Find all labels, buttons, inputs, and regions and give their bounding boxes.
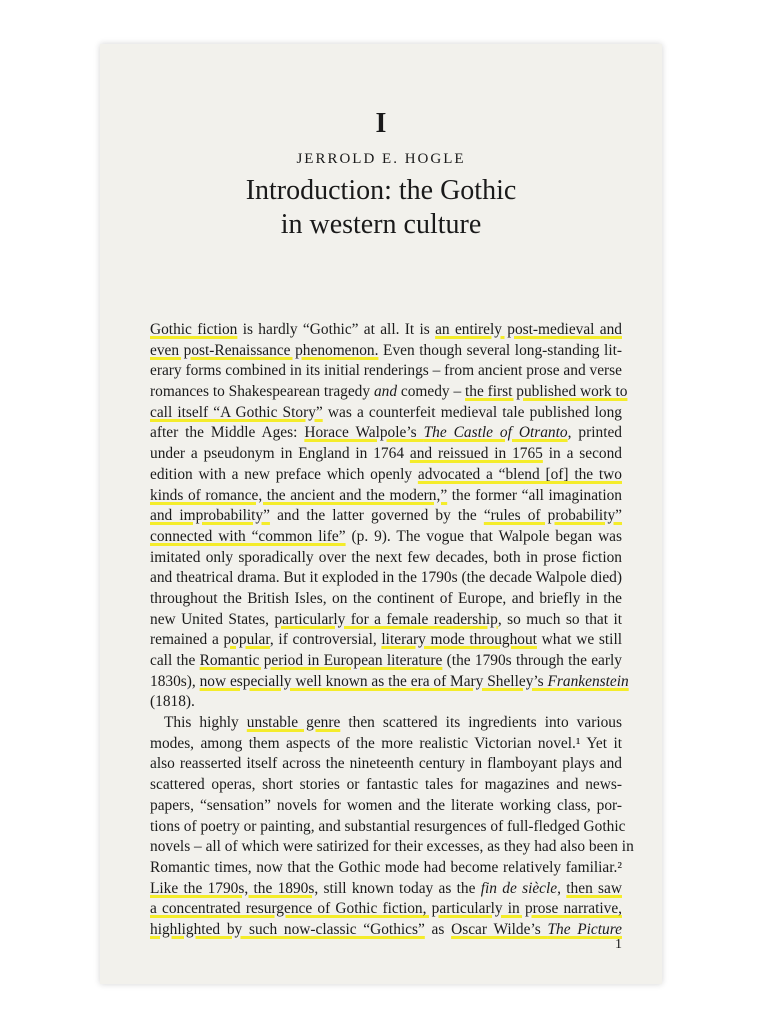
text-segment: in a second: [542, 445, 622, 463]
highlighted-text: unstable genre: [246, 714, 341, 732]
highlighted-text: now especially well known as the era of Mary Shelley’s: [199, 672, 548, 690]
text-segment: (p. 9). The vogue that Walpole began was: [345, 527, 622, 545]
text-line: [150, 548, 622, 569]
text-segment: (the 1790s through the early: [442, 652, 622, 669]
text-segment: ,: [557, 879, 567, 897]
chapter-title-line-2: in western culture: [280, 209, 482, 240]
text-line: [150, 568, 622, 589]
text-segment: still known today as the: [318, 879, 481, 897]
text-line: [150, 320, 622, 341]
text-line: [150, 754, 622, 775]
highlighted-text: kinds of romance, the ancient and the modern,”: [150, 486, 448, 504]
highlighted-text: and reissued in 1765: [409, 445, 543, 463]
highlighted-text: literary mode throughout: [381, 631, 537, 649]
text-line: [150, 465, 622, 486]
text-segment: imitated only sporadically over the next few decades, both in prose fiction: [150, 548, 622, 566]
paragraph: [150, 713, 634, 941]
text-segment: after the Middle Ages:: [150, 424, 305, 442]
text-line: [150, 630, 622, 651]
text-segment: the former “all imagination: [447, 486, 622, 504]
highlighted-text: even post-Renaissance phenomenon.: [150, 341, 379, 359]
text-line: [150, 506, 622, 527]
text-line: [150, 444, 622, 465]
text-segment: scattered operas, short stories or fantastic tales for magazines and news-: [150, 776, 622, 794]
text-line: [150, 486, 622, 507]
text-segment: modes, among them aspects of the more realistic Victorian novel.¹ Yet it: [150, 734, 622, 752]
text-segment: Even though several long-standing lit-: [378, 341, 622, 359]
text-segment: as: [424, 920, 452, 938]
chapter-title: [100, 174, 662, 242]
text-line: [150, 610, 622, 631]
highlighted-text: connected with “common life”: [150, 527, 346, 545]
text-line: [150, 713, 622, 734]
highlighted-text: Romantic period in European literature: [199, 652, 443, 669]
highlighted-text: Horace Walpole’s: [304, 424, 424, 442]
highlighted-text: the first published work to: [465, 383, 628, 401]
highlighted-text: advocated a “blend [of] the two: [417, 465, 622, 483]
text-segment: throughout the British Isles, on the continent of Europe, and briefly in the: [150, 589, 622, 607]
text-segment: also reasserted itself across the nineteenth century in flamboyant plays and: [150, 755, 622, 773]
text-line: [150, 589, 622, 610]
text-line: [150, 879, 622, 900]
text-line: [150, 817, 626, 838]
text-segment: fin de siècle: [480, 879, 558, 897]
text-line: [150, 837, 634, 858]
text-segment: romances to Shakespearean tragedy: [150, 383, 374, 401]
text-segment: and theatrical drama. But it exploded in the 1790s (the decade Walpole died): [150, 569, 622, 587]
text-segment: , printed: [567, 424, 622, 442]
text-line: [150, 361, 622, 382]
text-line: [150, 672, 629, 693]
text-segment: papers, “sensation” novels for women and the literate working class, por-: [150, 796, 622, 814]
text-line: [150, 775, 622, 796]
text-segment: erary forms combined in its initial renderings – from ancient prose and verse: [150, 362, 622, 380]
text-line: [150, 423, 622, 444]
text-segment: Romantic times, now that the Gothic mode had become relatively familiar.²: [150, 858, 622, 876]
highlighted-text: Oscar Wilde’s: [451, 920, 548, 938]
text-line: [150, 692, 622, 713]
text-segment: (1818).: [150, 693, 195, 711]
text-segment: tions of poetry or painting, and substantial resurgences of full-fledged Gothic: [150, 817, 626, 835]
highlighted-text: particularly for a female readership: [274, 610, 498, 628]
highlighted-text: The Castle of Otranto: [423, 424, 568, 442]
text-segment: , so much so that it: [497, 610, 623, 628]
text-segment: and the latter governed by the: [269, 507, 484, 525]
book-page: [100, 44, 662, 984]
text-line: [150, 858, 622, 879]
text-segment: and: [373, 383, 398, 401]
text-segment: edition with a new preface which openly: [150, 465, 418, 483]
text-segment: comedy –: [397, 383, 465, 401]
text-segment: call the: [150, 652, 200, 669]
text-line: [150, 341, 622, 362]
body-text: [150, 320, 634, 941]
highlighted-text: popular: [223, 631, 270, 649]
text-segment: what we still: [536, 631, 622, 649]
highlighted-text: Frankenstein: [547, 672, 629, 690]
highlighted-text: “rules of probability”: [483, 507, 623, 525]
text-segment: novels – all of which were satirized for their excesses, as they had also been in: [150, 838, 634, 856]
text-line: [150, 796, 622, 817]
highlighted-text: and improbability”: [150, 507, 270, 525]
text-segment: under a pseudonym in England in 1764: [150, 445, 410, 463]
highlighted-text: then saw: [566, 879, 622, 897]
highlighted-text: Gothic fiction: [150, 321, 238, 338]
text-line: [150, 734, 622, 755]
highlighted-text: highlighted by such now-classic “Gothics”: [150, 920, 425, 938]
highlighted-text: a concentrated resurgence of Gothic fiction, particularly in prose narrative,: [150, 900, 622, 918]
text-line: [150, 899, 622, 920]
text-line: [150, 920, 622, 941]
text-segment: then scattered its ingredients into various: [340, 714, 622, 732]
chapter-number: I: [375, 108, 387, 139]
paragraph: [150, 320, 629, 713]
text-segment: , if controversial,: [269, 631, 382, 649]
text-segment: This highly: [164, 714, 247, 732]
highlighted-text: Like the 1790s, the 1890s,: [150, 879, 319, 897]
text-segment: remained a: [150, 631, 224, 649]
text-line: [150, 527, 622, 548]
chapter-title-line-1: Introduction: the Gothic: [245, 175, 517, 206]
text-line: [150, 382, 628, 403]
highlighted-text: call itself “A Gothic Story”: [150, 403, 323, 421]
page-number: 1: [615, 937, 622, 952]
highlighted-text: The Picture: [547, 920, 622, 938]
text-line: [150, 651, 622, 672]
highlighted-text: an entirely post-medieval and: [435, 321, 622, 338]
text-segment: is hardly “Gothic” at all. It is: [237, 321, 436, 338]
text-line: [150, 403, 622, 424]
text-segment: new United States,: [150, 610, 275, 628]
text-segment: 1830s),: [150, 672, 200, 690]
author-name: JERROLD E. HOGLE: [296, 151, 466, 167]
text-segment: was a counterfeit medieval tale published long: [322, 403, 622, 421]
